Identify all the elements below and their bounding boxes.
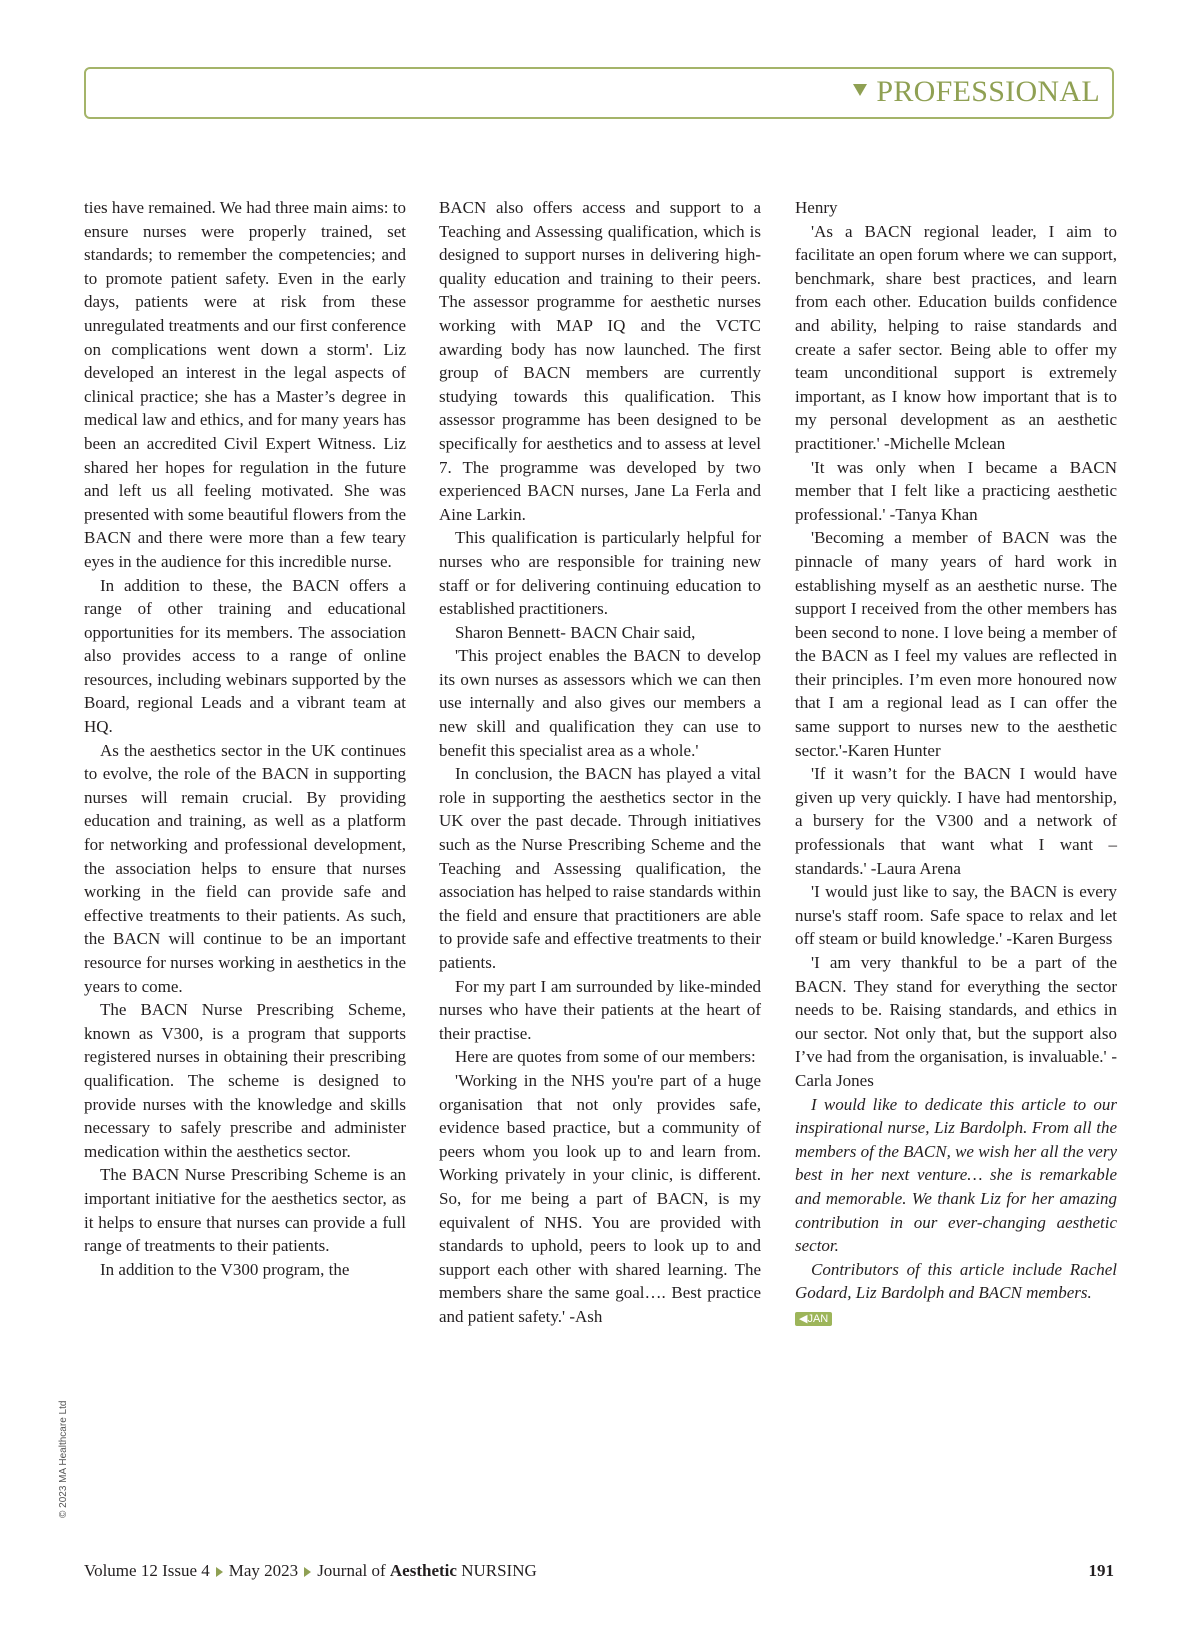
paragraph: BACN also offers access and support to a Teaching and Assessing qualification, which is designed to support nurses in delivering high-quality education and training to their peers. The assessor programme for aesthetic nurses working with MAP IQ and the VCTC awarding body has now launched. The first group of BACN members are currently studying towards this qualification. This assessor programme has been designed to be specifically for aesthetics and to assess at level 7. The programme was developed by two experienced BACN nurses, Jane La Ferla and Aine Larkin. xyxy=(439,198,761,524)
article-end-mark: ◀JAN xyxy=(795,1312,832,1326)
paragraph: Here are quotes from some of our members: xyxy=(455,1047,756,1067)
article-column-3 xyxy=(795,196,1117,1329)
paragraph: In addition to the V300 program, the xyxy=(100,1259,350,1279)
footer-journal-bold: Aesthetic xyxy=(389,1561,457,1580)
triangle-down-icon xyxy=(853,84,867,96)
paragraph: As the aesthetics sector in the UK continues to evolve, the role of the BACN in supporting nurses will remain crucial. By providing education and training, as well as a platform for networking and professional development, the association helps to ensure that nurses working in the field can provide safe and effective treatments to their patients. As such, the BACN will continue to be an important resource for nurses working in aesthetics in the years to come. xyxy=(84,740,406,996)
paragraph: 'If it wasn’t for the BACN I would have given up very quickly. I have had mentorship, a bursery for the V300 and a network of professionals that want what I want – standards.' -Laura Arena xyxy=(795,764,1117,878)
section-header-box xyxy=(84,67,1114,119)
paragraph: The BACN Nurse Prescribing Scheme, known as V300, is a program that supports registered nurses in obtaining their prescribing qualification. The scheme is designed to provide nurses with the knowledge and skills necessary to safely prescribe and administer medication within the aesthetics sector. xyxy=(84,1000,406,1161)
paragraph: Sharon Bennett- BACN Chair said, xyxy=(455,622,696,642)
section-tag xyxy=(853,75,1100,109)
paragraph: 'Working in the NHS you're part of a huge organisation that not only provides safe, evidence based practice, but a community of peers whom you look up to and learn from. Working privately in your clinic, is different. So, for me being a part of BACN, is my equivalent of NHS. You are provided with standards to uphold, peers to look up to and support each other with shared learning. The members share the same goal…. Best practice and patient safety.' -Ash xyxy=(439,1070,761,1326)
footer-volume: Volume 12 Issue 4 xyxy=(84,1561,210,1580)
paragraph: Henry xyxy=(795,198,838,217)
contributors-paragraph: Contributors of this article include Rachel Godard, Liz Bardolph and BACN members. xyxy=(795,1259,1117,1303)
paragraph: 'This project enables the BACN to develop its own nurses as assessors which we can then use internally and also gives our members a new skill and qualification they can use to benefit this specialist area as a whole.' xyxy=(439,646,761,760)
paragraph: This qualification is particularly helpful for nurses who are responsible for training new staff or for delivering continuing education to established practitioners. xyxy=(439,528,761,619)
article-column-1 xyxy=(84,196,406,1281)
paragraph: 'It was only when I became a BACN member that I felt like a practicing aesthetic professional.' -Tanya Khan xyxy=(795,457,1117,524)
section-label: PROFESSIONAL xyxy=(876,75,1100,108)
footer-citation xyxy=(84,1561,537,1581)
footer-journal-prefix: Journal of xyxy=(317,1561,386,1580)
article-column-2 xyxy=(439,196,761,1329)
triangle-right-icon xyxy=(216,1567,223,1577)
copyright-notice: © 2023 MA Healthcare Ltd xyxy=(58,1400,69,1518)
paragraph: 'I am very thankful to be a part of the BACN. They stand for everything the sector needs to be. Raising standards, and ethics in our sector. Not only that, but the support also I’ve had from the organisation, is invaluable.' -Carla Jones xyxy=(795,953,1117,1090)
paragraph: 'As a BACN regional leader, I aim to facilitate an open forum where we can support, benchmark, share best practices, and learn from each other. Education builds confidence and ability, helping to raise standards and create a safer sector. Being able to offer my team unconditional support is extremely important, as I know how important that is to my personal development as an aesthetic practitioner.' -Michelle Mclean xyxy=(795,221,1117,453)
paragraph: For my part I am surrounded by like-minded nurses who have their patients at the heart of their practise. xyxy=(439,976,761,1043)
paragraph: ties have remained. We had three main aims: to ensure nurses were properly trained, set standards; to remember the competencies; and to promote patient safety. Even in the early days, patients were at risk from these unregulated treatments and our first conference on complications went down a storm'. Liz developed an interest in the legal aspects of clinical practice; she has a Master’s degree in medical law and ethics, and for many years has been an accredited Civil Expert Witness. Liz shared her hopes for regulation in the future and left us all feeling motivated. She was presented with some beautiful flowers from the BACN and there were more than a few teary eyes in the audience for this incredible nurse. xyxy=(84,198,406,571)
paragraph: The BACN Nurse Prescribing Scheme is an important initiative for the aesthetics sector, as it helps to ensure that nurses can provide a full range of treatments to their patients. xyxy=(84,1165,406,1256)
dedication-paragraph: I would like to dedicate this article to our inspirational nurse, Liz Bardolph. From all the members of the BACN, we wish her all the very best in her next venture… she is remarkable and memorable. We thank Liz for her amazing contribution in our ever-changing aesthetic sector. xyxy=(795,1094,1118,1256)
footer-date: May 2023 xyxy=(228,1561,299,1580)
paragraph: 'Becoming a member of BACN was the pinnacle of many years of hard work in establishing myself as an aesthetic nurse. The support I received from the other members has been second to none. I love being a member of the BACN as I feel my values are reflected in their principles. I’m even more honoured now that I am a regional lead as I can offer the same support to nurses new to the aesthetic sector.'-Karen Hunter xyxy=(795,528,1117,760)
page-footer xyxy=(84,1561,1114,1585)
paragraph: 'I would just like to say, the BACN is every nurse's staff room. Safe space to relax and let off steam or build knowledge.' -Karen Burgess xyxy=(795,882,1117,949)
paragraph: In addition to these, the BACN offers a range of other training and educational opportunities for its members. The association also provides access to a range of online resources, including webinars supported by the Board, regional Leads and a vibrant team at HQ. xyxy=(84,575,406,737)
paragraph: In conclusion, the BACN has played a vital role in supporting the aesthetics sector in the UK over the past decade. Through initiatives such as the Nurse Prescribing Scheme and the Teaching and Assessing qualification, the association has helped to raise standards within the field and ensure that practitioners are able to provide safe and effective treatments to their patients. xyxy=(439,764,761,972)
footer-journal-suffix: NURSING xyxy=(461,1561,537,1580)
triangle-right-icon xyxy=(304,1567,311,1577)
page-number: 191 xyxy=(1088,1561,1114,1580)
